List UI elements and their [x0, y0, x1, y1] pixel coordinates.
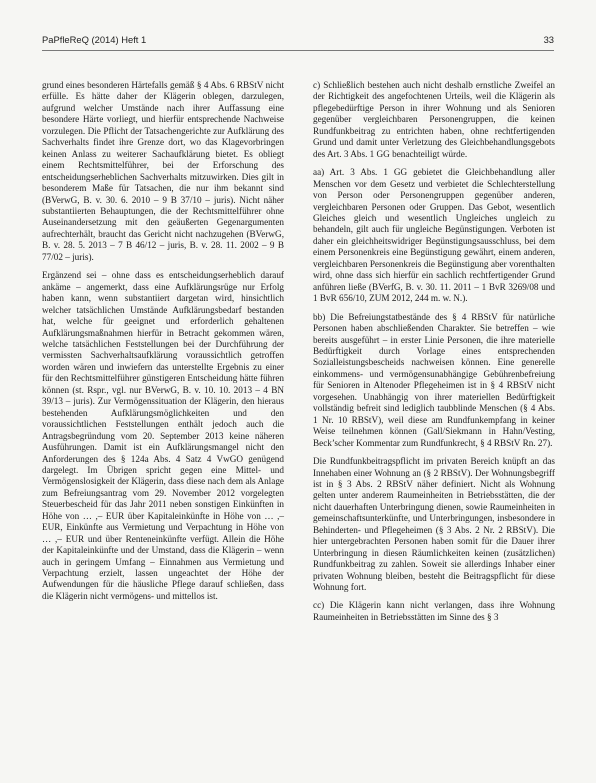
right-column [313, 80, 555, 630]
paragraph: cc) Die Klägerin kann nicht verlangen, dass ihre Wohnung Raumeinheiten in Betriebsstätten im Sinne des § 3 [313, 600, 555, 622]
running-header [42, 34, 554, 48]
paragraph: Ergänzend sei – ohne dass es entscheidungserheblich darauf ankäme – angemerkt, dass eine Aufklärungsrüge nur Erfolg haben kann, wenn substantiiert dargetan wird, hinsichtlich welcher tatsächlichen Umstände Aufklärungsbedarf bestanden hat, welche für geeignet und erforderlich gehaltenen Aufklärungsmaßnahmen hierfür in Betracht gekommen wären, welche tatsächlichen Feststellungen bei der Durchführung der vermissten Sachverhaltsaufklärung voraussichtlich getroffen worden wären und inwiefern das unterstellte Ergebnis zu einer für den Rechtsmittelführer günstigeren Entscheidung hätte führen können (st. Rspr., vgl. nur BVerwG, B. v. 10. 10. 2013 – 4 BN 39/13 – juris). Zur Vermögenssituation der Klägerin, den hieraus bestehenden Aufklärungsmöglichkeiten und den voraussichtlichen Feststellungen enthält jedoch auch die Antragsbegründung vom 20. September 2013 keine näheren Ausführungen. Damit ist ein Aufklärungsmangel nicht den Anforderungen des § 124a Abs. 4 Satz 4 VwGO genügend dargelegt. Im Übrigen spricht gegen eine Mittel- und Vermögenslosigkeit der Klägerin, dass diese nach dem als Anlage zum Befreiungsantrag vom 29. November 2012 vorgelegten Steuerbescheid für das Jahr 2011 neben sonstigen Einkünften in Höhe von … ,– EUR über Kapitaleinkünfte in Höhe von … ,– EUR, Einkünfte aus Vermietung und Verpachtung in Höhe von … ,– EUR und über Renteneinkünfte verfügt. Allein die Höhe der Kapitaleinkünfte und der Umstand, dass die Klägerin – wenn auch in geringem Umfang – Einnahmen aus Vermietung und Verpachtung erzielt, lassen ungeachtet der Höhe der Aufwendungen für die häusliche Pflege darauf schließen, dass die Klägerin nicht vermögens- und mittellos ist. [42, 270, 284, 601]
paragraph: c) Schließlich bestehen auch nicht deshalb ernstliche Zweifel an der Richtigkeit des angefochtenen Urteils, weil die Klägerin als pflegebedürftige Person in ihrer Wohnung und als Senioren gegenüber vergleichbaren Personengruppen, die keinen Rundfunkbeitrag zu entrichten haben, ohne rechtfertigenden Grund und damit unter Verletzung des Gleichbehandlungsgebots des Art. 3 Abs. 1 GG benachteiligt würde. [313, 80, 555, 159]
paragraph: Die Rundfunkbeitragspflicht im privaten Bereich knüpft an das Innehaben einer Wohnung an (§ 2 RBStV). Der Wohnungsbegriff ist in § 3 Abs. 2 RBStV näher definiert. Nicht als Wohnung gelten unter anderem Raumeinheiten in Betriebsstätten, die der nicht dauerhaften Unterbringung dienen, sowie Raumeinheiten in gemeinschaftsunterkünfte, und Unterbringungen, insbesondere in Behinderten- und Pflegeheimen (§ 3 Abs. 2 Nr. 2 RBStV). Die hier untergebrachten Personen haben somit für die Dauer ihrer Unterbringung in diesen Räumlichkeiten keinen (zusätzlichen) Rundfunkbeitrag zu zahlen. Soweit sie allerdings Inhaber einer privaten Wohnung bleiben, besteht die Beitragspflicht für diese Wohnung fort. [313, 456, 555, 593]
paragraph: grund eines besonderen Härtefalls gemäß § 4 Abs. 6 RBStV nicht erfülle. Es hätte daher der Klägerin oblegen, darzulegen, aufgrund welcher Umstände nach ihrer Auffassung eine besondere Härte vorliegt, und hierfür entsprechende Nachweise vorzulegen. Die Pflicht der Tatsachengerichte zur Aufklärung des Sachverhalts findet ihre Grenze dort, wo das Klagevorbringen keinen Anlass zu weiterer Sachaufklärung bietet. Es obliegt einem Rechtsmittelführer, bei der Erforschung des entscheidungserheblichen Sachverhalts mitzuwirken. Dies gilt in besonderem Maße für Tatsachen, die nur ihm bekannt sind (BVerwG, B. v. 30. 6. 2010 – 9 B 37/10 – juris). Nicht näher substantiierten Behauptungen, die der Rechtsmittelführer ohne Auseinandersetzung mit den geäußerten Gegenargumenten aufrechterhält, braucht das Gericht nicht nachzugehen (BVerwG, B. v. 28. 5. 2013 – 7 B 46/12 – juris, B. v. 28. 11. 2002 – 9 B 77/02 – juris). [42, 80, 284, 262]
page-number: 33 [543, 34, 554, 45]
paragraph: bb) Die Befreiungstatbestände des § 4 RBStV für natürliche Personen haben abschließenden Charakter. Sie betreffen – wie bereits ausgeführt – in erster Linie Personen, die ihre materielle Bedürftigkeit durch Vorlage eines entsprechenden Sozialleistungsbescheids nachweisen können. Eine generelle einkommens- und vermögensunabhängige Gebührenbefreiung für Senioren in Altenoder Pflegeheimen ist in § 4 RBStV nicht vorgesehen. Unabhängig von ihrer materiellen Bedürftigkeit vollständig befreit sind lediglich taubblinde Menschen (§ 4 Abs. 1 Nr. 10 RBStV), weil diese am Rundfunkempfang in keiner Weise teilnehmen können (Gall/Siekmann in Hahn/Vesting, Beck’scher Kommentar zum Rundfunkrecht, § 4 RBStV Rn. 27). [313, 311, 555, 448]
header-rule [42, 50, 554, 51]
left-column [42, 80, 284, 609]
journal-title: PaPfleReQ (2014) Heft 1 [42, 34, 147, 45]
paragraph: aa) Art. 3 Abs. 1 GG gebietet die Gleichbehandlung aller Menschen vor dem Gesetz und verbietet die Schlechterstellung von Person oder Personengruppen gegenüber anderen, vergleichbaren Personen oder Gruppen. Das Gebot, wesentlich Gleiches gleich und wesentlich Ungleiches ungleich zu behandeln, gilt auch für ungleiche Begünstigungen. Verboten ist daher ein gleichheitswidriger Begünstigungsausschluss, bei dem einem Personenkreis eine Begünstigung gewährt, einem anderen, vergleichbaren Personenkreis die Begünstigung aber vorenthalten wird, ohne dass sich hierfür ein sachlich rechtfertigender Grund anführen ließe (BVerfG, B. v. 30. 11. 2011 – 1 BvR 3269/08 und 1 BvR 656/10, ZUM 2012, 244 m. w. N.). [313, 167, 555, 304]
